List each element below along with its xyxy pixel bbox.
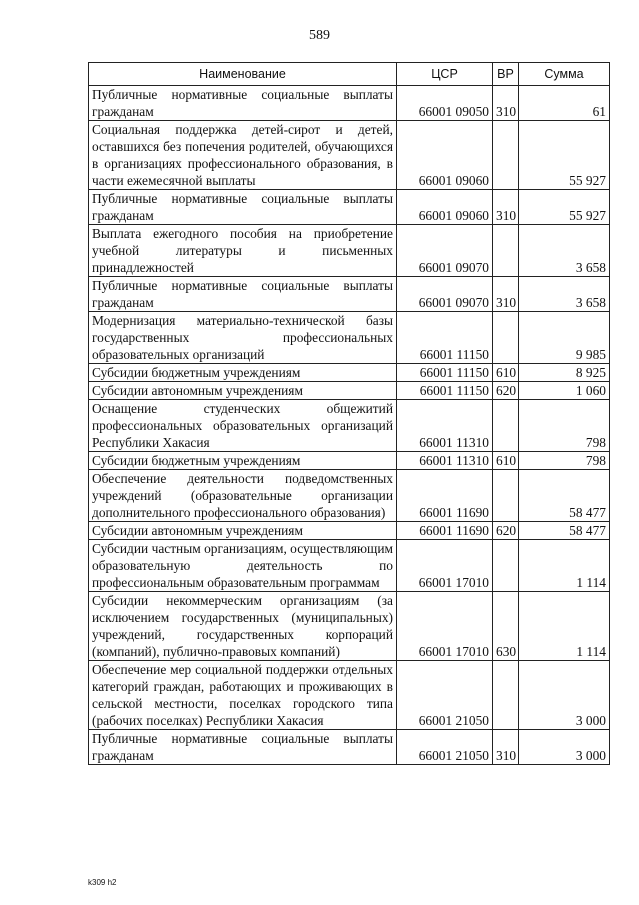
row-vr-cell [493,661,519,730]
row-sum-cell: 3 000 [519,661,610,730]
row-vr-cell [493,470,519,522]
budget-table [88,62,610,765]
header-name: Наименование [89,63,397,86]
row-sum-cell: 798 [519,400,610,452]
table-row [89,522,610,540]
row-vr-cell: 630 [493,592,519,661]
row-sum-cell: 3 658 [519,225,610,277]
table-row [89,86,610,121]
table-row [89,400,610,452]
row-sum-cell: 58 477 [519,522,610,540]
row-name-cell: Обеспечение деятельности подведомственных учреждений (образовательные организации дополнительного профессионального образования) [89,470,397,522]
table-row [89,592,610,661]
table-row [89,364,610,382]
row-sum-cell: 55 927 [519,121,610,190]
table-row [89,382,610,400]
table-row [89,730,610,765]
footer-code: k309 h2 [88,878,117,887]
row-vr-cell [493,121,519,190]
row-csr-cell: 66001 17010 [397,592,493,661]
row-name-cell: Публичные нормативные социальные выплаты гражданам [89,86,397,121]
table-body [89,86,610,765]
row-csr-cell: 66001 11150 [397,312,493,364]
row-sum-cell: 55 927 [519,190,610,225]
row-sum-cell: 9 985 [519,312,610,364]
row-name-cell: Субсидии частным организациям, осуществляющим образовательную деятельность по профессиональным образовательным программам [89,540,397,592]
row-csr-cell: 66001 21050 [397,661,493,730]
page-number: 589 [309,28,330,43]
table-row [89,277,610,312]
row-vr-cell: 310 [493,86,519,121]
row-vr-cell: 610 [493,364,519,382]
row-vr-cell [493,312,519,364]
row-sum-cell: 61 [519,86,610,121]
table-row [89,121,610,190]
table-row [89,190,610,225]
table-row [89,452,610,470]
row-csr-cell: 66001 09070 [397,225,493,277]
row-vr-cell [493,225,519,277]
table-row [89,470,610,522]
table-row [89,225,610,277]
row-name-cell: Субсидии бюджетным учреждениям [89,364,397,382]
row-vr-cell [493,540,519,592]
header-sum: Сумма [519,63,610,86]
row-csr-cell: 66001 11150 [397,382,493,400]
row-csr-cell: 66001 11690 [397,470,493,522]
row-name-cell: Публичные нормативные социальные выплаты гражданам [89,190,397,225]
row-csr-cell: 66001 11310 [397,400,493,452]
row-csr-cell: 66001 11690 [397,522,493,540]
row-vr-cell: 310 [493,190,519,225]
row-csr-cell: 66001 09070 [397,277,493,312]
row-name-cell: Выплата ежегодного пособия на приобретение учебной литературы и письменных принадлежностей [89,225,397,277]
row-vr-cell [493,400,519,452]
row-sum-cell: 1 060 [519,382,610,400]
row-sum-cell: 1 114 [519,592,610,661]
table-row [89,540,610,592]
table-row [89,312,610,364]
row-sum-cell: 3 658 [519,277,610,312]
row-name-cell: Публичные нормативные социальные выплаты гражданам [89,277,397,312]
row-vr-cell: 620 [493,522,519,540]
row-vr-cell: 620 [493,382,519,400]
row-sum-cell: 3 000 [519,730,610,765]
row-csr-cell: 66001 09050 [397,86,493,121]
header-vr: ВР [493,63,519,86]
row-vr-cell: 310 [493,730,519,765]
row-csr-cell: 66001 17010 [397,540,493,592]
row-name-cell: Субсидии автономным учреждениям [89,522,397,540]
row-sum-cell: 1 114 [519,540,610,592]
row-name-cell: Субсидии некоммерческим организациям (за исключением государственных (муниципальных) учреждений, государственных корпораций (компаний), публично-правовых компаний) [89,592,397,661]
row-name-cell: Оснащение студенческих общежитий профессиональных образовательных организаций Республики Хакасия [89,400,397,452]
row-name-cell: Публичные нормативные социальные выплаты гражданам [89,730,397,765]
row-name-cell: Модернизация материально-технической базы государственных профессиональных образовательных организаций [89,312,397,364]
row-csr-cell: 66001 11310 [397,452,493,470]
table-header-row [89,63,610,86]
row-csr-cell: 66001 11150 [397,364,493,382]
table-row [89,661,610,730]
row-sum-cell: 8 925 [519,364,610,382]
row-csr-cell: 66001 09060 [397,121,493,190]
row-name-cell: Субсидии бюджетным учреждениям [89,452,397,470]
row-csr-cell: 66001 09060 [397,190,493,225]
header-csr: ЦСР [397,63,493,86]
row-vr-cell: 610 [493,452,519,470]
row-name-cell: Субсидии автономным учреждениям [89,382,397,400]
row-name-cell: Обеспечение мер социальной поддержки отдельных категорий граждан, работающих и проживающих в сельской местности, поселках городского типа (рабочих поселках) Республики Хакасия [89,661,397,730]
row-name-cell: Социальная поддержка детей-сирот и детей, оставшихся без попечения родителей, обучающихся в организациях профессионального образования, в части ежемесячной выплаты [89,121,397,190]
row-sum-cell: 798 [519,452,610,470]
row-csr-cell: 66001 21050 [397,730,493,765]
row-sum-cell: 58 477 [519,470,610,522]
row-vr-cell: 310 [493,277,519,312]
